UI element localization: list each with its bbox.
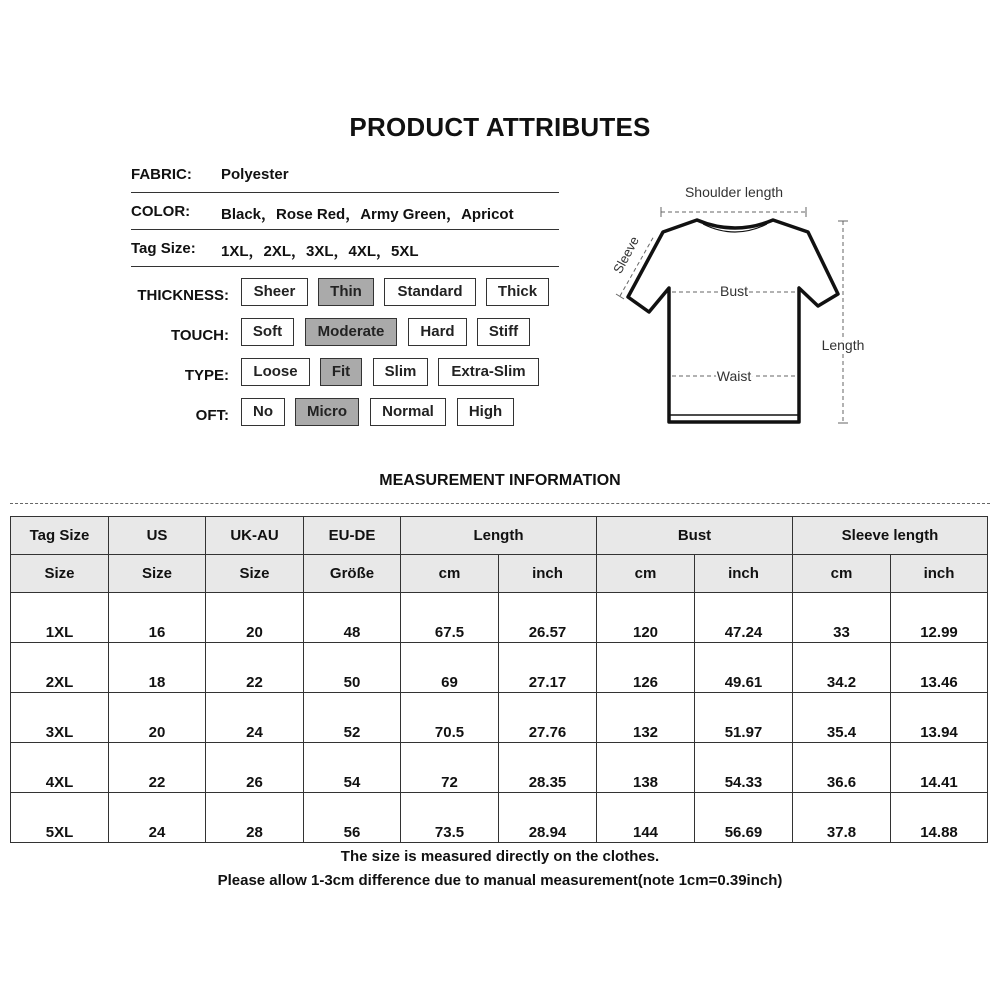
thickness-option: Thick [486, 278, 549, 306]
sleeve-label: Sleeve [610, 233, 642, 276]
header-cell: Length [401, 517, 597, 555]
fabric-value: Polyester [221, 166, 289, 183]
table-cell: 4XL [11, 743, 109, 793]
table-cell: 13.94 [891, 693, 988, 743]
table-cell: 52 [304, 693, 401, 743]
table-cell: 70.5 [401, 693, 499, 743]
note-difference: Please allow 1-3cm difference due to manual measurement(note 1cm=0.39inch) [217, 872, 783, 889]
table-cell: 56 [304, 793, 401, 843]
tag-size-label: Tag Size: [131, 240, 196, 257]
table-cell: 26 [206, 743, 304, 793]
table-row [11, 793, 988, 843]
table-cell: 54.33 [695, 743, 793, 793]
divider [131, 229, 559, 230]
divider [131, 266, 559, 267]
table-cell: 132 [597, 693, 695, 743]
table-cell: 51.97 [695, 693, 793, 743]
page-title: PRODUCT ATTRIBUTES [349, 112, 651, 142]
table-cell: 20 [109, 693, 206, 743]
table-cell: 5XL [11, 793, 109, 843]
table-cell: 47.24 [695, 593, 793, 643]
table-cell: 24 [206, 693, 304, 743]
measurement-table [10, 516, 988, 843]
table-cell: 28 [206, 793, 304, 843]
table-cell: 49.61 [695, 643, 793, 693]
table-cell: 54 [304, 743, 401, 793]
table-cell: 12.99 [891, 593, 988, 643]
table-cell: 144 [597, 793, 695, 843]
measurement-title: MEASUREMENT INFORMATION [379, 472, 621, 489]
touch-option: Soft [241, 318, 294, 346]
touch-option-selected: Moderate [305, 318, 397, 346]
color-label: COLOR: [131, 203, 191, 220]
table-cell: 20 [206, 593, 304, 643]
length-label: Length [821, 337, 865, 353]
header-cell: US [109, 517, 206, 555]
oft-option: Normal [370, 398, 446, 426]
table-cell: 27.17 [499, 643, 597, 693]
type-option-selected: Fit [320, 358, 362, 386]
dashed-divider [10, 503, 990, 504]
header-cell: UK-AU [206, 517, 304, 555]
tshirt-outline-icon [628, 220, 838, 422]
thickness-option: Standard [384, 278, 476, 306]
table-cell: 120 [597, 593, 695, 643]
table-cell: 37.8 [793, 793, 891, 843]
table-cell: 73.5 [401, 793, 499, 843]
table-cell: 16 [109, 593, 206, 643]
subheader-cell: cm [597, 555, 695, 593]
table-cell: 26.57 [499, 593, 597, 643]
tshirt-measurement-diagram [600, 180, 880, 440]
table-cell: 33 [793, 593, 891, 643]
subheader-cell: inch [499, 555, 597, 593]
table-cell: 138 [597, 743, 695, 793]
table-cell: 14.41 [891, 743, 988, 793]
type-option: Slim [373, 358, 428, 386]
note-measured: The size is measured directly on the clothes. [340, 848, 660, 865]
bust-label: Bust [719, 283, 749, 299]
table-cell: 22 [109, 743, 206, 793]
header-cell: Sleeve length [793, 517, 988, 555]
subheader-cell: Size [109, 555, 206, 593]
table-cell: 69 [401, 643, 499, 693]
oft-label: OFT: [195, 407, 229, 424]
tag-size-value: 1XL，2XL，3XL，4XL，5XL [221, 243, 419, 260]
table-row [11, 593, 988, 643]
table-cell: 34.2 [793, 643, 891, 693]
table-cell: 56.69 [695, 793, 793, 843]
table-cell: 14.88 [891, 793, 988, 843]
shoulder-label: Shoulder length [684, 184, 784, 200]
table-row [11, 693, 988, 743]
table-cell: 48 [304, 593, 401, 643]
header-cell: EU-DE [304, 517, 401, 555]
table-cell: 22 [206, 643, 304, 693]
table-cell: 3XL [11, 693, 109, 743]
touch-label: TOUCH: [170, 327, 229, 344]
header-cell: Bust [597, 517, 793, 555]
touch-option: Hard [408, 318, 467, 346]
waist-label: Waist [716, 368, 752, 384]
table-cell: 50 [304, 643, 401, 693]
table-row [11, 643, 988, 693]
table-cell: 28.35 [499, 743, 597, 793]
table-cell: 126 [597, 643, 695, 693]
table-cell: 67.5 [401, 593, 499, 643]
touch-option: Stiff [477, 318, 530, 346]
subheader-cell: cm [401, 555, 499, 593]
table-cell: 36.6 [793, 743, 891, 793]
table-header-row [11, 517, 988, 555]
table-cell: 28.94 [499, 793, 597, 843]
thickness-option-selected: Thin [318, 278, 374, 306]
header-cell: Tag Size [11, 517, 109, 555]
table-cell: 2XL [11, 643, 109, 693]
type-label: TYPE: [184, 367, 229, 384]
oft-option: High [457, 398, 514, 426]
fabric-label: FABRIC: [131, 166, 192, 183]
type-option: Extra-Slim [438, 358, 539, 386]
table-cell: 24 [109, 793, 206, 843]
table-cell: 72 [401, 743, 499, 793]
table-cell: 27.76 [499, 693, 597, 743]
subheader-cell: cm [793, 555, 891, 593]
divider [131, 192, 559, 193]
table-cell: 35.4 [793, 693, 891, 743]
subheader-cell: Size [206, 555, 304, 593]
thickness-label: THICKNESS: [137, 287, 229, 304]
subheader-cell: Größe [304, 555, 401, 593]
table-row [11, 743, 988, 793]
table-subheader-row [11, 555, 988, 593]
type-option: Loose [241, 358, 310, 386]
table-cell: 18 [109, 643, 206, 693]
oft-option: No [241, 398, 285, 426]
color-value: Black，Rose Red，Army Green，Apricot [221, 206, 514, 223]
table-cell: 1XL [11, 593, 109, 643]
subheader-cell: inch [891, 555, 988, 593]
thickness-option: Sheer [241, 278, 308, 306]
subheader-cell: Size [11, 555, 109, 593]
oft-option-selected: Micro [295, 398, 359, 426]
table-cell: 13.46 [891, 643, 988, 693]
subheader-cell: inch [695, 555, 793, 593]
